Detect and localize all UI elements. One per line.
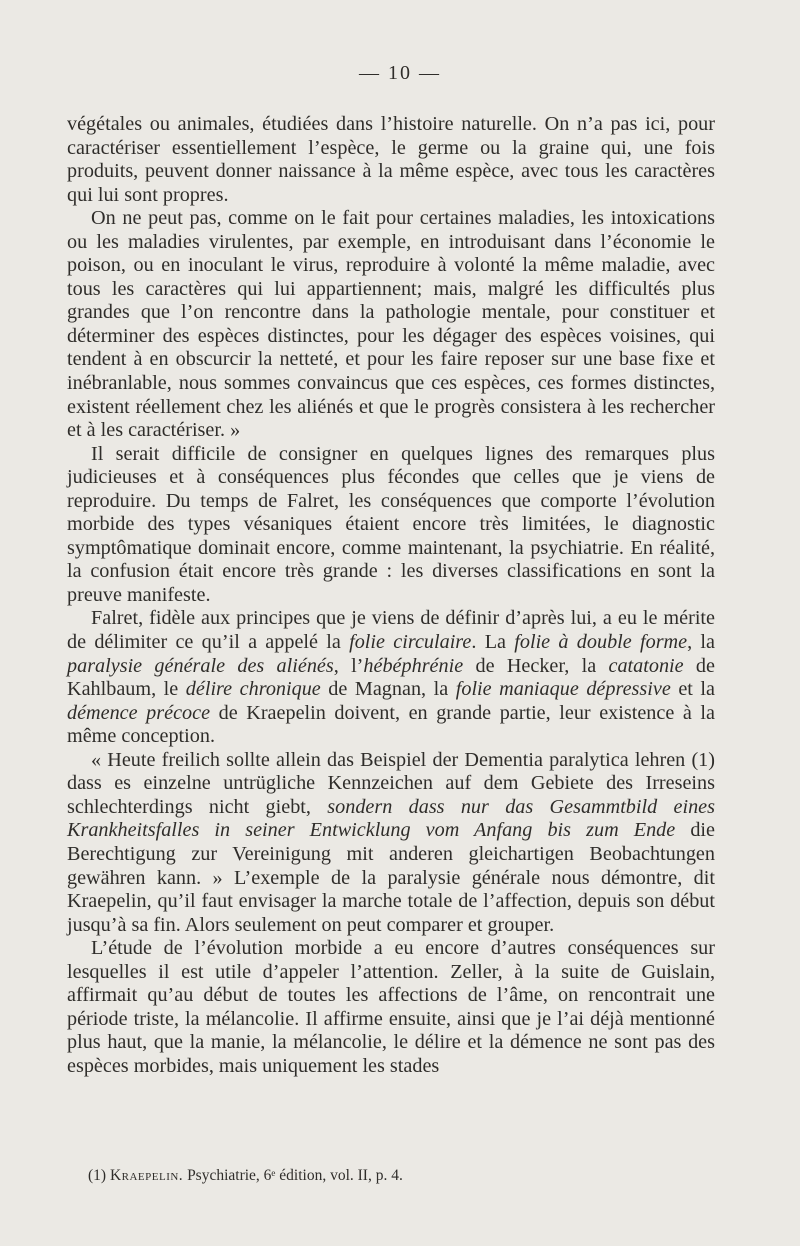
italic-text: folie maniaque dépressive <box>455 678 671 701</box>
italic-text: catatonie <box>608 654 684 677</box>
italic-text: délire chronique <box>185 678 321 701</box>
text-run: de Kraepelin doivent, en grande partie, leur existence à la même conception. <box>67 701 715 748</box>
text-run: die Berechtigung zur Vereinigung mit anderen gleichartigen Beobachtungen gewähren kann. » L’exemple de la paralysie générale nous démontre, dit Kraepelin, qu’il faut envisager la marche totale de l’affection, depuis son début jusqu’à sa fin. Alors seulement on peut comparer et grouper. <box>67 819 715 936</box>
italic-text: démence précoce <box>67 701 211 724</box>
text-run: . La <box>471 631 515 654</box>
italic-text: paralysie générale des aliénés <box>67 654 334 677</box>
italic-text: folie circulaire <box>349 631 472 654</box>
italic-text: folie à double forme <box>514 631 688 654</box>
text-run: végétales ou animales, étudiées dans l’histoire naturelle. On n’a pas ici, pour caractériser essentiellement l’espèce, le germe ou la graine qui, une fois produits, peuvent donner naissance à la même espèce, avec tous les caractères qui lui sont propres. <box>67 113 715 206</box>
text-run: de Hecker, la <box>463 654 609 677</box>
text-run: L’étude de l’évolution morbide a eu encore d’autres conséquences sur lesquelles il est utile d’appeler l’attention. Zeller, à la suite de Guislain, affirmait qu’au début de toutes les affections de l’âme, on rencontrait une période triste, la mélancolie. Il affirme ensuite, ainsi que je l’ai déjà mentionné plus haut, que la manie, la mélancolie, le délire et la démence ne sont pas des espèces morbides, mais uniquement les stades <box>67 937 715 1077</box>
italic-text: sondern dass nur das Gesammtbild eines Krankheitsfalles in seiner Entwicklung vom Anfang bis zum Ende <box>67 795 715 842</box>
text-run: On ne peut pas, comme on le fait pour certaines maladies, les intoxications ou les maladies virulentes, par exemple, en introduisant dans l’économie le poison, ou en inoculant le virus, reproduire à volonté la même maladie, avec tous les caractères qui lui appartiennent; mais, malgré les difficultés plus grandes que l’on rencontre dans la pathologie mentale, pour constituer et déterminer des espèces distinctes, pour les dégager des espèces voisines, qui tendent à en obscurcir la netteté, et pour les faire reposer sur une base fixe et inébranlable, nous sommes convaincus que ces espèces, ces formes distinctes, existent réellement chez les aliénés et que le progrès consistera à les rechercher et à les caractériser. » <box>67 207 715 442</box>
paragraph <box>67 749 715 937</box>
text-run: Falret, fidèle aux principes que je viens de définir d’après lui, a eu le mérite de délimiter ce qu’il a appelé la <box>67 607 715 654</box>
paragraph <box>67 113 715 207</box>
body-text <box>67 113 715 1078</box>
paragraph <box>67 607 715 748</box>
footnote-text: Psychiatrie, 6ᵉ édition, vol. II, p. 4. <box>187 1167 403 1184</box>
paragraph <box>67 207 715 442</box>
text-run: et la <box>670 678 715 701</box>
text-run: de Kahlbaum, le <box>67 654 715 701</box>
paragraph <box>67 443 715 608</box>
text-run: , la <box>687 631 715 654</box>
footnote <box>88 1166 728 1186</box>
footnote-author: Kraepelin. <box>109 1167 184 1184</box>
paragraph <box>67 937 715 1078</box>
text-run: « Heute freilich sollte allein das Beispiel der Dementia paralytica lehren (1) dass es einzelne untrügliche Kennzeichen auf dem Gebiete des Irreseins schlechterdings nicht giebt, <box>67 748 715 818</box>
text-run: , l’ <box>333 654 364 677</box>
page-number: — 10 — <box>359 62 441 84</box>
italic-text: hébéphrénie <box>363 654 464 677</box>
footnote-marker: (1) <box>88 1167 107 1184</box>
text-run: Il serait difficile de consigner en quelques lignes des remarques plus judicieuses et à conséquences plus fécondes que celles que je viens de reproduire. Du temps de Falret, les conséquences que comporte l’évolution morbide des types vésaniques étaient encore très limitées, le diagnostic symptômatique dominait encore, comme maintenant, la psychiatrie. En réalité, la confusion était encore très grande : les diverses classifications en sont la preuve manifeste. <box>67 442 715 606</box>
text-run: de Magnan, la <box>320 678 456 701</box>
